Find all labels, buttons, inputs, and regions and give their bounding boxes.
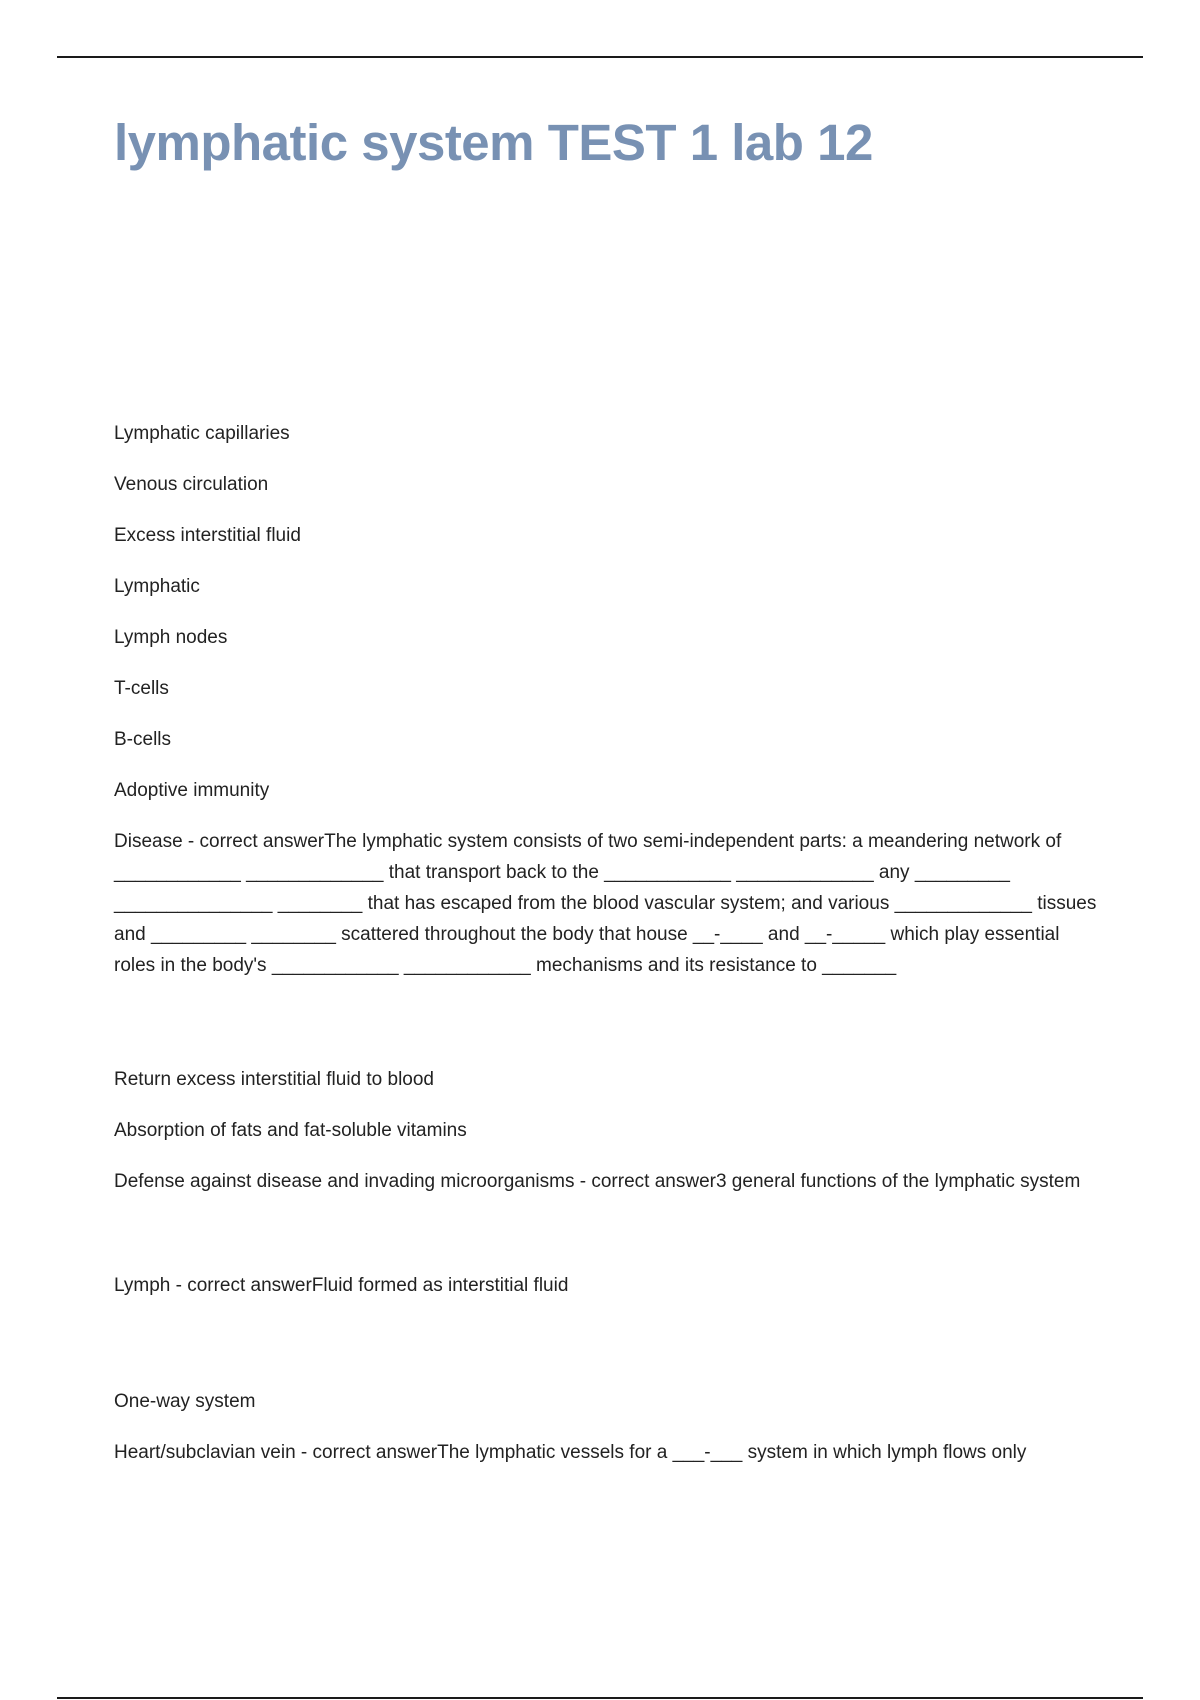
term-line: B-cells	[114, 729, 172, 750]
document-title: lymphatic system TEST 1 lab 12	[114, 114, 873, 171]
spacer	[114, 1001, 1104, 1064]
answer-paragraph: Heart/subclavian vein - correct answerThe lymphatic vessels for a ___-___ system in which lymph flows only	[114, 1442, 1027, 1463]
term-line: Lymphatic	[114, 576, 200, 597]
document-body	[114, 418, 1104, 1488]
top-rule	[57, 56, 1143, 58]
answer-paragraph: Defense against disease and invading microorganisms - correct answer3 general functions of the lymphatic system	[114, 1171, 1081, 1192]
bottom-rule	[57, 1697, 1143, 1699]
term-line: Adoptive immunity	[114, 780, 270, 801]
spacer	[114, 1217, 1104, 1270]
term-line: Venous circulation	[114, 474, 269, 495]
term-line: Lymphatic capillaries	[114, 423, 290, 444]
term-line: Lymph nodes	[114, 627, 228, 648]
term-line: One-way system	[114, 1391, 256, 1412]
answer-paragraph: Disease - correct answerThe lymphatic system consists of two semi-independent parts: a meandering network of ____________ _____________ that transport back to the ____________ _____________ any _________ _______________ ________ that has escaped from the blood vascular system; and various _____________ tissues and _________ ________ scattered throughout the body that house __-____ and __-_____ which play essential roles in the body's ____________ ____________ mechanisms and its resistance to _______	[114, 831, 1097, 976]
term-line: Absorption of fats and fat-soluble vitamins	[114, 1120, 467, 1141]
answer-paragraph: Lymph - correct answerFluid formed as interstitial fluid	[114, 1275, 569, 1296]
term-line: Return excess interstitial fluid to blood	[114, 1069, 434, 1090]
spacer	[114, 1321, 1104, 1386]
term-line: T-cells	[114, 678, 169, 699]
term-line: Excess interstitial fluid	[114, 525, 301, 546]
